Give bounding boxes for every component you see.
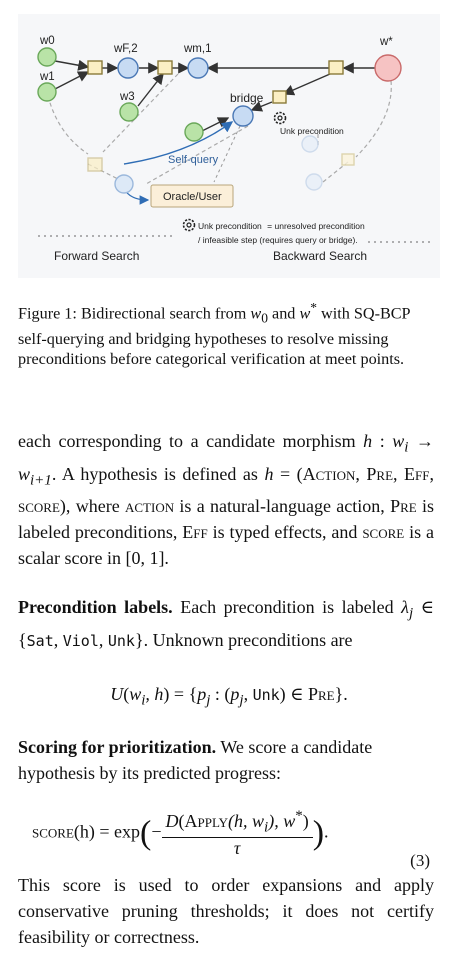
figure-1 bbox=[18, 14, 440, 278]
svg-text:Oracle/User bbox=[163, 191, 222, 203]
scoring-heading: Scoring for prioritization. bbox=[18, 737, 217, 757]
scoring-paragraph: Scoring for prioritization. We score a candidate hypothesis by its predicted progress: bbox=[18, 737, 373, 783]
svg-text:w1 bbox=[39, 71, 55, 83]
square-1 bbox=[88, 61, 102, 74]
label-wf2: wF,2 bbox=[114, 43, 138, 55]
label-oracle-user: Oracle/User bbox=[163, 191, 222, 203]
label-bridge: bridge bbox=[230, 91, 264, 105]
node-wstar bbox=[375, 55, 401, 81]
score-usage-paragraph: This score is used to order expansions and apply conservative pruning thresholds; it does not certify feasibility or correctness. bbox=[18, 875, 434, 947]
square-faded-1 bbox=[88, 158, 102, 171]
node-bridge bbox=[233, 106, 253, 126]
svg-text:/ infeasible step (requires qu bbox=[198, 235, 358, 245]
label-w3: w3 bbox=[120, 91, 135, 103]
label-wm1: wm,1 bbox=[184, 43, 212, 55]
svg-text:w0 bbox=[39, 35, 55, 47]
label-unk-precondition: Unk precondition bbox=[280, 126, 344, 136]
label-w0: w0 bbox=[40, 35, 55, 47]
label-backward-search: Backward Search bbox=[273, 249, 368, 263]
gear-icon bbox=[275, 113, 286, 124]
svg-text:Backward Search bbox=[273, 249, 367, 263]
svg-text:Self-query bbox=[168, 154, 219, 166]
figure-caption: Figure 1: Bidirectional search from $w_0$ and w* with SQ-BCP self-querying and bridging hypotheses to resolve missing preconditions before categorical verification at meet points. bbox=[18, 300, 410, 368]
legend-rest-2: / infeasible step (requires query or bridge). bbox=[198, 235, 358, 245]
square-3 bbox=[329, 61, 343, 74]
svg-text:wF,2 bbox=[113, 43, 138, 55]
node-faded-1 bbox=[115, 175, 133, 193]
legend-bold: Unk precondition bbox=[198, 221, 262, 231]
label-wstar: w* bbox=[380, 36, 393, 48]
square-bridge bbox=[273, 91, 286, 103]
equation-number: (3) bbox=[410, 851, 430, 870]
node-wm1 bbox=[188, 58, 208, 78]
node-wf2 bbox=[118, 58, 138, 78]
search-diagram bbox=[18, 14, 440, 278]
svg-text:Unk precondition = unr bbox=[198, 221, 365, 231]
precondition-labels-paragraph: Precondition labels. Each precondition is labeled $\lambda_j$ ∈ {Sat, Viol, Unk}. Unknown preconditions are bbox=[18, 597, 434, 650]
square-faded-2 bbox=[342, 154, 354, 165]
node-faded-3 bbox=[306, 174, 322, 190]
label-forward-search: Forward Search bbox=[54, 249, 140, 263]
svg-text:wm,1 bbox=[183, 43, 211, 55]
node-w1 bbox=[38, 83, 56, 101]
label-self-query: Self-query bbox=[168, 154, 219, 166]
node-faded-2 bbox=[302, 136, 318, 152]
legend-rest-1: = unresolved precondition bbox=[267, 221, 365, 231]
equation-score: score(h) = exp(− $\frac{D(Apply(h, w_i), w^*)}{\tau}$ ). bbox=[32, 808, 329, 858]
square-2 bbox=[158, 61, 172, 74]
legend-gear-icon bbox=[184, 220, 195, 231]
node-w0 bbox=[38, 48, 56, 66]
svg-text:w* bbox=[379, 36, 393, 48]
svg-text:bridge bbox=[230, 91, 264, 105]
node-w3 bbox=[120, 103, 138, 121]
svg-text:Forward Search bbox=[54, 249, 139, 263]
svg-text:Unk precondition bbox=[280, 126, 344, 136]
score-fraction: $\frac{D(Apply(h, w_i), w^*)}{\tau}$ bbox=[162, 808, 313, 859]
hypothesis-paragraph: each corresponding to a candidate morphism h : $w_i \to w_{i+1}$. A hypothesis is defined as h = (Action, Pre, Eff, score), where action is a natural-language action, Pre is labeled preconditions, Eff is typed effects, and score is a scalar score in [0, 1]. bbox=[18, 431, 435, 569]
precondition-labels-heading: Precondition labels. bbox=[18, 597, 173, 617]
equation-unknown-preconditions: $U(w_i$, $h) = \{p_j$ : ($p_j$, Unk) ∈ Pre}. bbox=[110, 684, 348, 709]
node-green-lower bbox=[185, 123, 203, 141]
label-w1: w1 bbox=[40, 71, 55, 83]
svg-text:w3 bbox=[119, 91, 135, 103]
